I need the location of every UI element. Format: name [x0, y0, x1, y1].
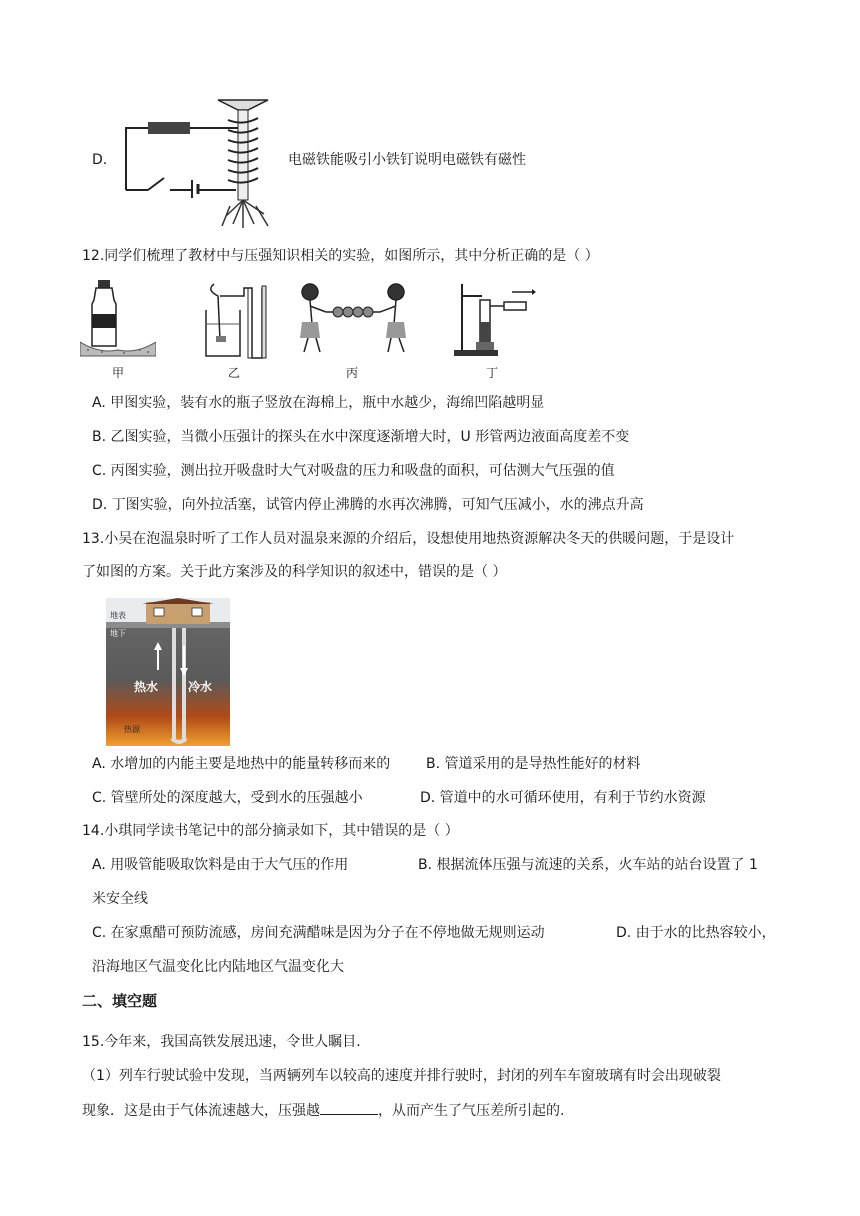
q14-stem: 14.小琪同学读书笔记中的部分摘录如下，其中错误的是（ ）	[82, 823, 459, 839]
answer-blank[interactable]	[320, 1100, 378, 1115]
q11-option-d-label: D.	[92, 152, 108, 168]
q11-option-d-text: 电磁铁能吸引小铁钉说明电磁铁有磁性	[288, 152, 526, 168]
q12-option-a: A. 甲图实验，装有水的瓶子竖放在海棉上，瓶中水越少，海绵凹陷越明显	[92, 395, 545, 411]
q13-option-c: C. 管壁所处的深度越大，受到水的压强越小	[92, 790, 363, 806]
q13-option-b: B. 管道采用的是导热性能好的材料	[426, 756, 641, 772]
q13-stem-line2: 了如图的方案。关于此方案涉及的科学知识的叙述中，错误的是（ ）	[82, 564, 507, 580]
q14-option-b-line2: 米安全线	[92, 891, 148, 907]
figure-caption-ding: 丁	[486, 366, 499, 380]
q15-sub1-line2	[82, 1100, 564, 1121]
q15-stem: 15.今年来，我国高铁发展迅速，令世人瞩目.	[82, 1034, 361, 1050]
pressure-gauge-figure	[200, 280, 268, 362]
syringe-boiling-figure	[452, 280, 536, 358]
q14-option-a: A. 用吸管能吸取饮料是由于大气压的作用	[92, 857, 349, 873]
q13-option-d: D. 管道中的水可循环使用，有利于节约水资源	[420, 790, 706, 806]
figure-caption-jia: 甲	[112, 366, 125, 380]
q12-option-c: C. 丙图实验，测出拉开吸盘时大气对吸盘的压力和吸盘的面积，可估测大气压强的值	[92, 463, 615, 479]
q14-option-d-line2: 沿海地区气温变化比内陆地区气温变化大	[92, 959, 344, 975]
q12-stem: 12.同学们梳理了教材中与压强知识相关的实验，如图所示，其中分析正确的是（ ）	[82, 248, 599, 264]
hot-water-label: 热水	[134, 680, 159, 694]
section-title-fill-in: 二、填空题	[82, 992, 158, 1010]
ground-label: 地表	[110, 611, 126, 620]
q14-option-d-line1: D. 由于水的比热容较小，	[616, 925, 776, 941]
q14-option-b-line1: B. 根据流体压强与流速的关系，火车站的站台设置了 1	[418, 857, 758, 873]
q13-stem-line1: 13.小吴在泡温泉时听了工作人员对温泉来源的介绍后，设想使用地热资源解决冬天的供暖问题，于是设计	[82, 531, 735, 547]
cold-water-label: 冷水	[188, 680, 213, 694]
q15-sub1-line2-before: 现象．这是由于气体流速越大，压强越	[82, 1103, 320, 1119]
heat-source-label: 热源	[124, 725, 140, 734]
figure-caption-bing: 丙	[346, 366, 359, 380]
electromagnet-circuit-figure	[118, 98, 280, 230]
suction-cup-pull-figure	[296, 282, 412, 358]
q12-option-b: B. 乙图实验，当微小压强计的探头在水中深度逐渐增大时，U 形管两边液面高度差不变	[92, 429, 630, 445]
q13-option-a: A. 水增加的内能主要是地热中的能量转移而来的	[92, 756, 391, 772]
q14-option-c: C. 在家熏醋可预防流感，房间充满醋味是因为分子在不停地做无规则运动	[92, 925, 545, 941]
underground-label: 地下	[110, 629, 126, 638]
q12-option-d: D. 丁图实验，向外拉活塞，试管内停止沸腾的水再次沸腾，可知气压减小，水的沸点升高	[92, 497, 644, 513]
bottle-on-sponge-figure	[80, 280, 156, 362]
q15-sub1-line2-after: ，从而产生了气压差所引起的.	[378, 1103, 565, 1119]
q15-sub1-line1: （1）列车行驶试验中发现，当两辆列车以较高的速度并排行驶时，封闭的列车车窗玻璃有时会出现破裂	[82, 1068, 721, 1084]
geothermal-diagram	[106, 598, 230, 746]
figure-caption-yi: 乙	[228, 366, 241, 380]
